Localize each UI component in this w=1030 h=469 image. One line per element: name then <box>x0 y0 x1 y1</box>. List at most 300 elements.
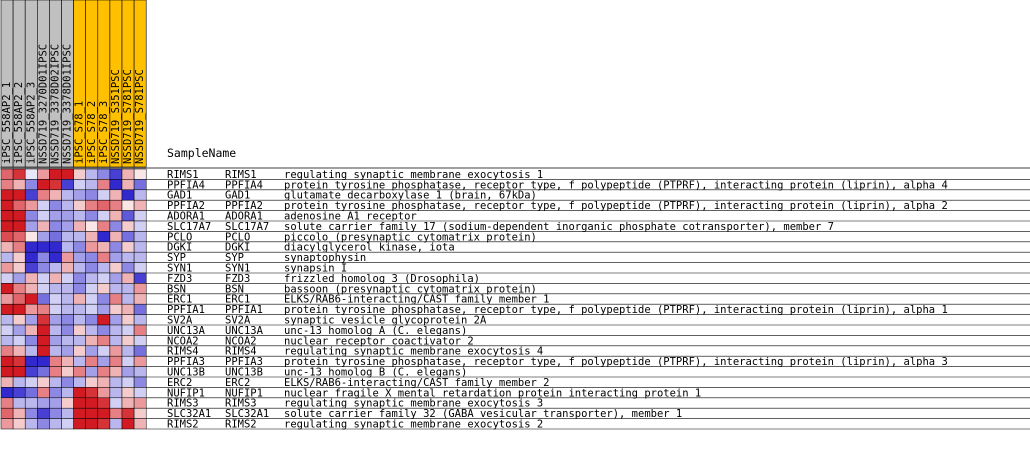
heatmap-cell <box>134 315 146 325</box>
heatmap-cell <box>134 190 146 200</box>
heatmap-cell <box>74 419 86 429</box>
heatmap-cell <box>25 252 37 262</box>
row-id: GAD1 <box>167 189 193 202</box>
heatmap-cell <box>86 231 98 241</box>
heatmap-cell <box>134 221 146 231</box>
row-description: regulating synaptic membrane exocytosis 1 <box>284 168 544 181</box>
row-id: BSN <box>167 283 186 296</box>
heatmap-cell <box>134 211 146 221</box>
heatmap-cell <box>98 263 110 273</box>
heatmap-cell <box>37 190 49 200</box>
heatmap-cell <box>74 294 86 304</box>
heatmap-cell <box>74 346 86 356</box>
heatmap-cell <box>49 211 61 221</box>
row-symbol: ERC2 <box>225 376 251 389</box>
heatmap-cell <box>98 346 110 356</box>
heatmap-cell <box>25 294 37 304</box>
row-symbol: DGKI <box>225 241 251 254</box>
heatmap-cell <box>122 200 134 210</box>
sample-name-header: SampleName <box>167 146 237 160</box>
heatmap-cell <box>62 252 74 262</box>
heatmap-cell <box>98 190 110 200</box>
heatmap-cell <box>25 377 37 387</box>
heatmap-cell <box>110 346 122 356</box>
heatmap-cell <box>110 263 122 273</box>
row-id: RIMS1 <box>167 168 199 181</box>
row-description: frizzled homolog 3 (Drosophila) <box>284 272 480 285</box>
heatmap-cell <box>74 398 86 408</box>
row-symbol: RIMS3 <box>225 397 257 410</box>
heatmap-cell <box>122 252 134 262</box>
heatmap-cell <box>49 200 61 210</box>
heatmap-cell <box>37 242 49 252</box>
heatmap-cell <box>74 242 86 252</box>
heatmap-cell <box>13 169 25 179</box>
heatmap-cell <box>62 367 74 377</box>
row-symbol: NCOA2 <box>225 335 257 348</box>
heatmap-cell <box>110 200 122 210</box>
heatmap-cell <box>37 294 49 304</box>
heatmap-cell <box>98 283 110 293</box>
heatmap-cell <box>1 221 13 231</box>
heatmap-cell <box>1 252 13 262</box>
heatmap-cell <box>74 252 86 262</box>
row-description: ELKS/RAB6-interacting/CAST family member 1 <box>284 293 550 306</box>
heatmap-cell <box>74 231 86 241</box>
row-description: synaptic vesicle glycoprotein 2A <box>284 314 487 327</box>
heatmap-cell <box>62 273 74 283</box>
heatmap-cell <box>134 304 146 314</box>
heatmap-cell <box>49 231 61 241</box>
heatmap-cell <box>62 356 74 366</box>
heatmap-cell <box>134 242 146 252</box>
heatmap-cell <box>62 377 74 387</box>
heatmap-cell <box>37 169 49 179</box>
heatmap-cell <box>13 221 25 231</box>
heatmap-cell <box>110 169 122 179</box>
heatmap-cell <box>122 304 134 314</box>
column-label: iPSC_558AP2_2 <box>13 81 26 164</box>
heatmap-cell <box>98 169 110 179</box>
heatmap-cell <box>49 387 61 397</box>
heatmap-cell <box>62 263 74 273</box>
column-label: iPSC_S78_2 <box>85 100 98 164</box>
heatmap-cell <box>1 242 13 252</box>
heatmap-cell <box>13 179 25 189</box>
heatmap-cell <box>49 252 61 262</box>
heatmap-cell <box>37 356 49 366</box>
heatmap-cell <box>25 242 37 252</box>
heatmap-cell <box>1 419 13 429</box>
heatmap-cell <box>37 387 49 397</box>
heatmap-cell <box>49 356 61 366</box>
row-symbol: NUFIP1 <box>225 387 263 400</box>
heatmap-cell <box>98 242 110 252</box>
heatmap-cell <box>110 231 122 241</box>
heatmap-cell <box>122 294 134 304</box>
heatmap-cell <box>98 367 110 377</box>
heatmap-cell <box>49 304 61 314</box>
heatmap-cell <box>37 211 49 221</box>
heatmap-cell <box>13 367 25 377</box>
row-id: RIMS3 <box>167 397 199 410</box>
heatmap-cell <box>1 335 13 345</box>
heatmap-cell <box>1 200 13 210</box>
heatmap-cell <box>13 304 25 314</box>
heatmap-cell <box>86 387 98 397</box>
row-id: NCOA2 <box>167 335 199 348</box>
heatmap-cell <box>134 252 146 262</box>
row-symbol: BSN <box>225 283 244 296</box>
row-id: SLC32A1 <box>167 408 212 421</box>
heatmap-cell <box>122 169 134 179</box>
row-description: solute carrier family 32 (GABA vesicular transporter), member 1 <box>284 408 683 421</box>
heatmap-cell <box>98 325 110 335</box>
heatmap-cell <box>134 335 146 345</box>
heatmap-cell <box>13 408 25 418</box>
row-description: synapsin I <box>284 262 348 275</box>
heatmap-cell <box>1 179 13 189</box>
heatmap-cell <box>25 283 37 293</box>
heatmap-cell <box>25 315 37 325</box>
heatmap-cell <box>49 190 61 200</box>
heatmap-cell <box>25 408 37 418</box>
heatmap-cell <box>122 221 134 231</box>
heatmap-cell <box>25 398 37 408</box>
row-id: NUFIP1 <box>167 387 205 400</box>
heatmap-cell <box>62 200 74 210</box>
heatmap-cell <box>62 231 74 241</box>
heatmap-cell <box>122 346 134 356</box>
row-id: PPFIA4 <box>167 179 205 192</box>
heatmap-cell <box>98 221 110 231</box>
heatmap-cell <box>98 273 110 283</box>
heatmap-cell <box>37 304 49 314</box>
heatmap-cell <box>134 398 146 408</box>
heatmap-cell <box>74 169 86 179</box>
heatmap-cell <box>1 169 13 179</box>
row-id: PPFIA1 <box>167 304 205 317</box>
heatmap-cell <box>25 190 37 200</box>
column-label: NSSD719_S351PSC <box>110 69 122 164</box>
heatmap-cell <box>49 169 61 179</box>
heatmap-cell <box>122 335 134 345</box>
row-description: unc-13 homolog B (C. elegans) <box>284 366 468 379</box>
heatmap-cell <box>122 263 134 273</box>
row-id: ERC1 <box>167 293 193 306</box>
heatmap-cell <box>62 325 74 335</box>
heatmap-cell <box>134 356 146 366</box>
heatmap-cell <box>25 231 37 241</box>
heatmap-cell <box>49 377 61 387</box>
heatmap-cell <box>62 346 74 356</box>
heatmap-cell <box>74 377 86 387</box>
row-id: PPFIA3 <box>167 356 205 369</box>
heatmap-cell <box>74 367 86 377</box>
heatmap-cell <box>110 283 122 293</box>
heatmap-cell <box>1 273 13 283</box>
heatmap-cell <box>1 263 13 273</box>
heatmap-cell <box>49 263 61 273</box>
row-symbol: ERC1 <box>225 293 251 306</box>
row-id: SYP <box>167 252 186 265</box>
row-id: SLC17A7 <box>167 220 212 233</box>
heatmap-cell <box>122 231 134 241</box>
heatmap-cell <box>49 419 61 429</box>
heatmap-cell <box>110 408 122 418</box>
heatmap-cell <box>86 242 98 252</box>
heatmap-cell <box>13 315 25 325</box>
row-description: nuclear fragile X mental retardation protein interacting protein 1 <box>284 387 702 400</box>
heatmap-cell <box>134 325 146 335</box>
heatmap-cell <box>86 169 98 179</box>
heatmap-cell <box>1 387 13 397</box>
heatmap-cell <box>134 179 146 189</box>
heatmap-cell <box>98 335 110 345</box>
heatmap-cell <box>37 252 49 262</box>
heatmap-cell <box>25 367 37 377</box>
heatmap-cell <box>134 294 146 304</box>
heatmap-cell <box>49 346 61 356</box>
row-id: PPFIA2 <box>167 200 205 213</box>
heatmap-cell <box>1 211 13 221</box>
heatmap-cell <box>49 367 61 377</box>
heatmap-cell <box>37 283 49 293</box>
heatmap-cell <box>110 335 122 345</box>
heatmap-cell <box>49 242 61 252</box>
heatmap-cell <box>86 263 98 273</box>
heatmap-cell <box>74 263 86 273</box>
heatmap-cell <box>62 398 74 408</box>
heatmap-cell <box>86 356 98 366</box>
heatmap-cell <box>37 377 49 387</box>
heatmap-cell <box>37 325 49 335</box>
heatmap-cell <box>110 179 122 189</box>
heatmap-cell <box>86 377 98 387</box>
row-symbol: RIMS4 <box>225 345 257 358</box>
heatmap-cell <box>74 315 86 325</box>
heatmap-cell <box>110 377 122 387</box>
heatmap-cell <box>110 398 122 408</box>
heatmap-cell <box>86 398 98 408</box>
heatmap-cell <box>110 273 122 283</box>
row-id: FZD3 <box>167 272 193 285</box>
heatmap-cell <box>49 315 61 325</box>
heatmap-cell <box>25 346 37 356</box>
heatmap-cell <box>25 273 37 283</box>
row-id: SV2A <box>167 314 193 327</box>
row-symbol: SYP <box>225 252 244 265</box>
heatmap-cell <box>25 211 37 221</box>
heatmap-cell <box>86 408 98 418</box>
heatmap-cell <box>86 211 98 221</box>
heatmap-cell <box>1 325 13 335</box>
heatmap-cell <box>25 419 37 429</box>
row-labels <box>0 168 1030 431</box>
row-symbol: GAD1 <box>225 189 251 202</box>
heatmap-cell <box>49 221 61 231</box>
heatmap-cell <box>25 263 37 273</box>
heatmap-cell <box>37 315 49 325</box>
heatmap-cell <box>13 263 25 273</box>
heatmap-cell <box>74 273 86 283</box>
heatmap-cell <box>122 387 134 397</box>
heatmap-cell <box>1 294 13 304</box>
heatmap-cell <box>13 211 25 221</box>
heatmap-cell <box>25 356 37 366</box>
heatmap-cell <box>98 231 110 241</box>
heatmap-cell <box>25 325 37 335</box>
heatmap-cell <box>37 335 49 345</box>
heatmap-cell <box>37 419 49 429</box>
heatmap-cell <box>86 325 98 335</box>
heatmap-cell <box>13 231 25 241</box>
heatmap-cell <box>98 304 110 314</box>
heatmap-cell <box>13 252 25 262</box>
heatmap-cell <box>1 346 13 356</box>
column-label: NSSD719_S781PSC <box>134 69 147 164</box>
heatmap-cell <box>86 283 98 293</box>
row-id: UNC13B <box>167 366 205 379</box>
heatmap-cell <box>13 294 25 304</box>
row-description: adenosine A1 receptor <box>284 210 417 223</box>
row-symbol: ADORA1 <box>225 210 263 223</box>
row-symbol: UNC13B <box>225 366 263 379</box>
column-label: iPSC_558AP2_3 <box>25 81 38 164</box>
heatmap-cell <box>110 325 122 335</box>
row-description: ELKS/RAB6-interacting/CAST family member 2 <box>284 376 550 389</box>
heatmap-cell <box>110 190 122 200</box>
heatmap-cell <box>1 408 13 418</box>
heatmap-cell <box>37 408 49 418</box>
heatmap-cell <box>122 283 134 293</box>
heatmap-cell <box>122 377 134 387</box>
heatmap-cell <box>37 200 49 210</box>
heatmap-cell <box>122 315 134 325</box>
row-description: synaptophysin <box>284 252 367 265</box>
heatmap-cell <box>86 419 98 429</box>
heatmap-cell <box>98 387 110 397</box>
row-description: glutamate decarboxylase 1 (brain, 67kDa) <box>284 189 537 202</box>
heatmap-cell <box>13 419 25 429</box>
heatmap-cell <box>98 294 110 304</box>
row-description: unc-13 homolog A (C. elegans) <box>284 324 468 337</box>
row-symbol: PCLO <box>225 231 251 244</box>
heatmap-cell <box>134 273 146 283</box>
heatmap-cell <box>134 231 146 241</box>
heatmap-cell <box>1 377 13 387</box>
heatmap-cell <box>134 346 146 356</box>
heatmap-cell <box>86 346 98 356</box>
heatmap-cell <box>86 221 98 231</box>
row-symbol: SV2A <box>225 314 251 327</box>
heatmap-cell <box>13 356 25 366</box>
heatmap-cell <box>1 315 13 325</box>
heatmap-cell <box>86 179 98 189</box>
heatmap-cell <box>62 179 74 189</box>
heatmap-cell <box>62 315 74 325</box>
heatmap-cell <box>62 211 74 221</box>
column-label: NSSD719_S781PSC <box>122 69 135 164</box>
heatmap-cell <box>1 190 13 200</box>
heatmap-cell <box>86 273 98 283</box>
heatmap-cell <box>86 335 98 345</box>
heatmap-cell <box>37 231 49 241</box>
heatmap-cell <box>49 335 61 345</box>
heatmap-cell <box>37 263 49 273</box>
heatmap-cell <box>62 221 74 231</box>
heatmap-cell <box>86 252 98 262</box>
heatmap-cell <box>110 315 122 325</box>
row-description: protein tyrosine phosphatase, receptor type, f polypeptide (PTPRF), interacting protein (liprin), alpha 1 <box>284 304 948 317</box>
row-description: solute carrier family 17 (sodium-dependent inorganic phosphate cotransporter), member 7 <box>284 220 834 233</box>
column-label: NSSD719_3378D01IPSC <box>61 43 74 164</box>
heatmap-cell <box>13 283 25 293</box>
heatmap-cell <box>98 408 110 418</box>
row-id: RIMS2 <box>167 418 199 431</box>
heatmap-cell <box>37 273 49 283</box>
heatmap-cell <box>13 190 25 200</box>
heatmap-cell <box>74 179 86 189</box>
heatmap-cell <box>62 242 74 252</box>
row-description: protein tyrosine phosphatase, receptor type, f polypeptide (PTPRF), interacting protein (liprin), alpha 2 <box>284 200 948 213</box>
heatmap-cell <box>110 356 122 366</box>
heatmap-cell <box>110 242 122 252</box>
heatmap-cell <box>134 377 146 387</box>
heatmap-cell <box>122 242 134 252</box>
heatmap-cell <box>134 408 146 418</box>
heatmap-cell <box>1 398 13 408</box>
heatmap-cell <box>62 419 74 429</box>
row-symbol: PPFIA4 <box>225 179 263 192</box>
heatmap-cell <box>1 231 13 241</box>
heatmap-cell <box>13 335 25 345</box>
heatmap-cell <box>122 211 134 221</box>
heatmap-cell <box>13 242 25 252</box>
heatmap-cells <box>1 169 146 429</box>
heatmap-cell <box>110 304 122 314</box>
heatmap-cell <box>134 169 146 179</box>
heatmap-cell <box>134 283 146 293</box>
heatmap-cell <box>74 283 86 293</box>
heatmap-cell <box>1 283 13 293</box>
heatmap-cell <box>122 419 134 429</box>
heatmap-cell <box>25 221 37 231</box>
heatmap-cell <box>13 325 25 335</box>
row-symbol: PPFIA1 <box>225 304 263 317</box>
heatmap-cell <box>74 335 86 345</box>
heatmap-cell <box>110 294 122 304</box>
heatmap-cell <box>86 315 98 325</box>
column-label: iPSC_S78_1 <box>73 100 86 164</box>
heatmap-cell <box>1 367 13 377</box>
heatmap-cell <box>98 398 110 408</box>
heatmap-cell <box>98 356 110 366</box>
heatmap-cell <box>1 304 13 314</box>
row-symbol: PPFIA3 <box>225 356 263 369</box>
heatmap-cell <box>122 398 134 408</box>
row-description: bassoon (presynaptic cytomatrix protein) <box>284 283 537 296</box>
heatmap-cell <box>98 419 110 429</box>
heatmap-cell <box>62 169 74 179</box>
row-description: regulating synaptic membrane exocytosis 3 <box>284 397 544 410</box>
heatmap-cell <box>1 356 13 366</box>
row-symbol: RIMS1 <box>225 168 257 181</box>
row-description: nuclear receptor coactivator 2 <box>284 335 474 348</box>
heatmap-cell <box>13 346 25 356</box>
heatmap-cell <box>37 398 49 408</box>
heatmap-cell <box>74 221 86 231</box>
